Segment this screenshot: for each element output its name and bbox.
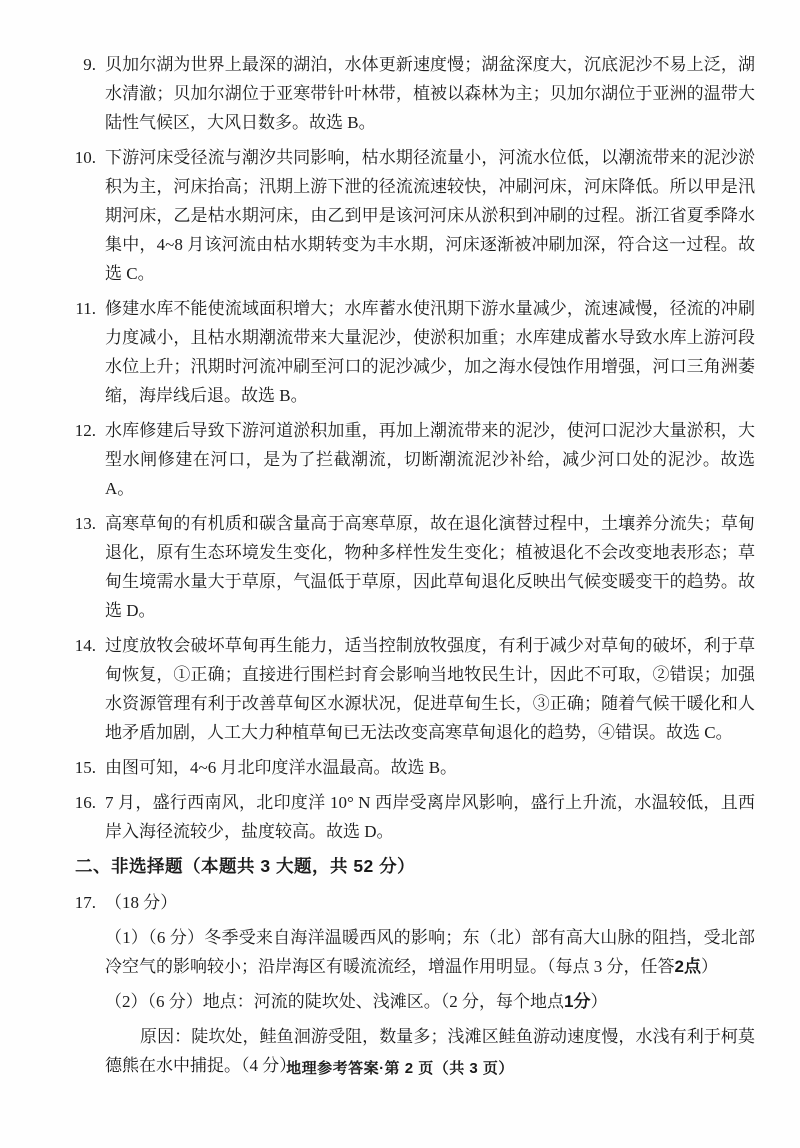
answer-item-10: [60, 143, 755, 288]
item-number: 17.: [74, 893, 96, 912]
answer-text: 由图可知，4~6 月北印度洋水温最高。故选 B。: [105, 758, 458, 777]
answer-text: 下游河床受径流与潮汐共同影响，枯水期径流量小，河流水位低，以潮流带来的泥沙淤积为主，河床抬高；汛期上游下泄的径流流速较快，冲刷河床，河床降低。所以甲是汛期河床，乙是枯水期河床，由乙到甲是该河河床从淤积到冲刷的过程。浙江省夏季降水集中，4~8 月该河流由枯水期转变为丰水期，河床逐渐被冲刷加深，符合这一过程。故选 C。: [105, 148, 755, 283]
part-2-close: ）: [590, 992, 608, 1011]
answer-item-12: [60, 416, 755, 503]
part-2-bold-note: 1分: [564, 992, 591, 1011]
answer-text: 贝加尔湖为世界上最深的湖泊，水体更新速度慢；湖盆深度大，沉底泥沙不易上泛，湖水清澈；贝加尔湖位于亚寒带针叶林带，植被以森林为主；贝加尔湖位于亚洲的温带大陆性气候区，大风日数多。故选 B。: [105, 55, 755, 132]
item-number: 15.: [74, 758, 96, 777]
question-17-part-2-reason: 原因：陡坎处，鲑鱼洄游受阻，数量多；浅滩区鲑鱼游动速度慢，水浅有利于柯莫德熊在水中捕捉。（4 分）: [105, 1027, 755, 1075]
part-1-text: （1）（6 分）冬季受来自海洋温暖西风的影响；东（北）部有高大山脉的阻挡，受北部冷空气的影响较小；沿岸海区有暖流流经，增温作用明显。（每点 3 分，任答: [105, 928, 755, 976]
section-heading-non-choice: 二、非选择题（本题共 3 大题，共 52 分）: [75, 856, 416, 876]
item-number: 14.: [74, 636, 96, 655]
item-number: 13.: [74, 514, 96, 533]
answer-text: 7 月，盛行西南风，北印度洋 10° N 西岸受离岸风影响，盛行上升流，水温较低，且西岸入海径流较少，盐度较高。故选 D。: [105, 793, 755, 841]
answer-item-14: [60, 631, 755, 747]
answer-text: 过度放牧会破坏草甸再生能力，适当控制放牧强度，有利于减少对草甸的破坏，利于草甸恢复，①正确；直接进行围栏封育会影响当地牧民生计，因此不可取，②错误；加强水资源管理有利于改善草甸区水源状况，促进草甸生长，③正确；随着气候干暖化和人地矛盾加剧，人工大力种植草甸已无法改变高寒草甸退化的趋势，④错误。故选 C。: [105, 636, 755, 742]
answer-text: 高寒草甸的有机质和碳含量高于高寒草原，故在退化演替过程中，土壤养分流失；草甸退化，原有生态环境发生变化，物种多样性发生变化；植被退化不会改变地表形态；草甸生境需水量大于草原，气温低于草原，因此草甸退化反映出气候变暖变干的趋势。故选 D。: [105, 514, 755, 620]
item-number: 9.: [83, 55, 96, 74]
answer-item-11: [60, 294, 755, 410]
question-17-score: （18 分）: [105, 893, 178, 912]
item-number: 12.: [74, 421, 96, 440]
answer-item-13: [60, 509, 755, 625]
part-2-text: （2）（6 分）地点：河流的陡坎处、浅滩区。（2 分，每个地点: [105, 992, 564, 1011]
item-number: 16.: [74, 793, 96, 812]
answer-text: 水库修建后导致下游河道淤积加重，再加上潮流带来的泥沙，使河口泥沙大量淤积，大型水闸修建在河口，是为了拦截潮流，切断潮流泥沙补给，减少河口处的泥沙。故选 A。: [105, 421, 755, 498]
item-number: 11.: [75, 299, 96, 318]
answer-item-9: [60, 50, 755, 137]
part-1-bold-note: 2点: [674, 957, 701, 976]
item-number: 10.: [74, 148, 96, 167]
answer-item-17: [60, 888, 755, 917]
question-17-part-2: [105, 987, 755, 1016]
question-17-part-1: [105, 923, 755, 981]
answer-item-15: [60, 753, 755, 782]
answer-text: 修建水库不能使流域面积增大；水库蓄水使汛期下游水量减少，流速减慢，径流的冲刷力度减小，且枯水期潮流带来大量泥沙，使淤积加重；水库建成蓄水导致水库上游河段水位上升；汛期时河流冲刷至河口的泥沙减少，加之海水侵蚀作用增强，河口三角洲萎缩，海岸线后退。故选 B。: [105, 299, 755, 405]
page-footer: 地理参考答案·第 2 页（共 3 页）: [286, 1060, 514, 1077]
answer-item-16: [60, 788, 755, 846]
part-1-close: ）: [700, 957, 718, 976]
